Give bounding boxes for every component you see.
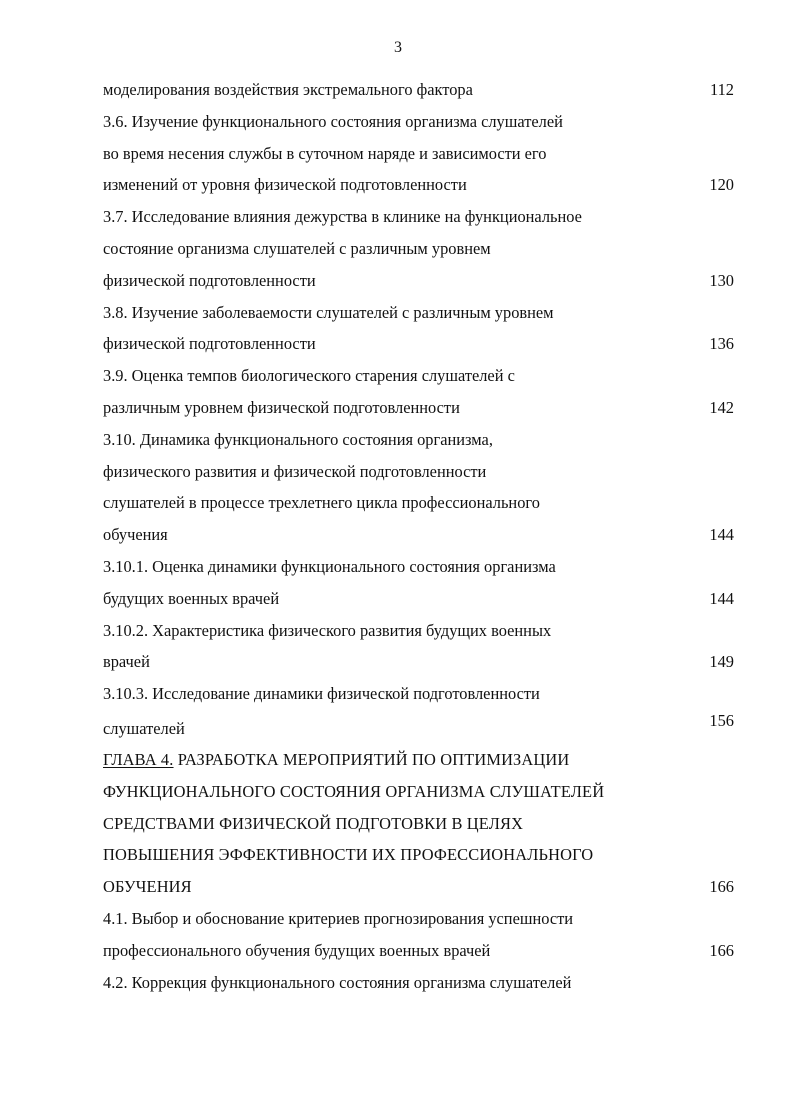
toc-page-number: 142 (709, 397, 734, 417)
toc-line: физической подготовленности 136 (103, 328, 743, 360)
toc-page-number: 144 (709, 525, 734, 545)
toc-line: изменений от уровня физической подготовленности 120 (103, 169, 743, 201)
toc-page-number: 144 (709, 588, 734, 608)
toc-line: во время несения службы в суточном наряде и зависимости его (103, 143, 547, 163)
toc-page-number: 166 (709, 877, 734, 897)
toc-line: будущих военных врачей 144 (103, 583, 743, 615)
toc-line: различным уровнем физической подготовленности 142 (103, 392, 743, 424)
chapter-heading: ФУНКЦИОНАЛЬНОГО СОСТОЯНИЯ ОРГАНИЗМА СЛУШАТЕЛЕЙ (103, 781, 605, 801)
chapter-heading: СРЕДСТВАМИ ФИЗИЧЕСКОЙ ПОДГОТОВКИ В ЦЕЛЯХ (103, 813, 524, 833)
toc-line: 4.2. Коррекция функционального состояния организма слушателей (103, 972, 572, 992)
toc-line: 3.8. Изучение заболеваемости слушателей с различным уровнем (103, 302, 554, 322)
page-number: 3 (394, 39, 402, 56)
table-of-contents (103, 74, 743, 998)
toc-line: физического развития и физической подготовленности (103, 461, 487, 481)
toc-page-number: 136 (709, 334, 734, 354)
toc-line: 4.1. Выбор и обоснование критериев прогнозирования успешности (103, 908, 574, 928)
chapter-heading (103, 744, 743, 776)
toc-line: слушателей 156 (103, 710, 743, 744)
toc-line: слушателей в процессе трехлетнего цикла профессионального (103, 493, 540, 513)
toc-page-number: 156 (709, 710, 734, 730)
toc-line: обучения 144 (103, 519, 743, 551)
toc-line: моделирования воздействия экстремального фактора 112 (103, 74, 743, 106)
toc-line: 3.10.3. Исследование динамики физической подготовленности (103, 684, 540, 704)
toc-page-number: 112 (710, 80, 734, 99)
toc-line: профессионального обучения будущих военных врачей 166 (103, 935, 743, 967)
toc-line: 3.10. Динамика функционального состояния организма, (103, 429, 493, 449)
toc-page-number: 149 (709, 652, 734, 672)
toc-line: 3.7. Исследование влияния дежурства в клинике на функциональное (103, 207, 582, 227)
chapter-heading: ПОВЫШЕНИЯ ЭФФЕКТИВНОСТИ ИХ ПРОФЕССИОНАЛЬНОГО (103, 845, 594, 865)
toc-line: врачей 149 (103, 646, 743, 678)
toc-page-number: 130 (709, 270, 734, 290)
toc-line: 3.9. Оценка темпов биологического старения слушателей с (103, 366, 515, 386)
toc-line: 3.6. Изучение функционального состояния организма слушателей (103, 111, 563, 131)
chapter-title: РАЗРАБОТКА МЕРОПРИЯТИЙ ПО ОПТИМИЗАЦИИ (177, 749, 570, 769)
toc-line: физической подготовленности 130 (103, 265, 743, 297)
toc-page-number: 166 (709, 940, 734, 960)
toc-line: 3.10.2. Характеристика физического развития будущих военных (103, 620, 552, 640)
toc-line: 3.10.1. Оценка динамики функционального состояния организма (103, 556, 556, 576)
chapter-heading: ОБУЧЕНИЯ 166 (103, 871, 743, 903)
chapter-label: ГЛАВА 4. (103, 749, 174, 769)
toc-page-number: 120 (709, 175, 734, 195)
toc-line: состояние организма слушателей с различным уровнем (103, 238, 491, 258)
